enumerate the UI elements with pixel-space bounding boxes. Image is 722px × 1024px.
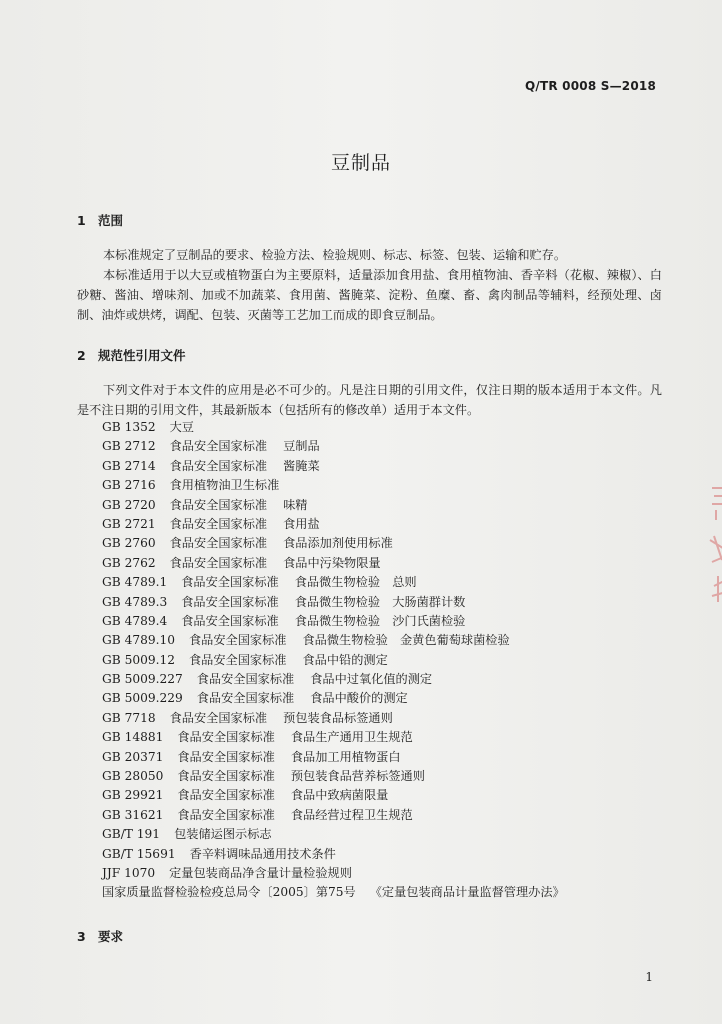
reference-code: GB 2720 <box>102 497 156 512</box>
section-3-number: 3 <box>77 929 86 944</box>
reference-title-part: 食品安全国家标准 <box>181 613 279 628</box>
reference-title-part: 食用植物油卫生标准 <box>169 478 280 493</box>
reference-title-part: 食品安全国家标准 <box>177 769 275 784</box>
reference-title-part: 食品安全国家标准 <box>169 555 268 570</box>
reference-subtitle: 食品微生物检验 大肠菌群计数 <box>294 594 466 609</box>
reference-subtitle: 食品微生物检验 沙门氏菌检验 <box>294 613 466 628</box>
reference-title-part: 食品安全国家标准 <box>169 516 268 531</box>
reference-title <box>197 672 448 686</box>
reference-item <box>102 515 581 534</box>
reference-subtitle: 食品中污染物限量 <box>283 555 381 570</box>
reference-title-part: 食品安全国家标准 <box>169 497 268 512</box>
reference-code: GB 5009.229 <box>102 691 183 706</box>
reference-item <box>102 709 581 728</box>
reference-subtitle: 豆制品 <box>283 439 320 454</box>
reference-title-part: 食品安全国家标准 <box>177 749 275 764</box>
reference-title <box>370 885 581 899</box>
reference-item <box>102 845 581 864</box>
reference-title <box>189 653 404 667</box>
reference-title-part: 食品安全国家标准 <box>188 633 287 648</box>
reference-item <box>102 651 581 670</box>
reference-item <box>102 883 581 902</box>
document-title: 豆制品 <box>330 152 391 174</box>
reference-title <box>197 691 424 705</box>
section-2-heading <box>77 346 186 364</box>
reference-title-part: 食品安全国家标准 <box>181 594 279 609</box>
reference-title-part: 食品安全国家标准 <box>169 458 268 473</box>
reference-title-part: 食品安全国家标准 <box>196 691 295 706</box>
reference-title <box>170 498 324 512</box>
reference-code: GB 2760 <box>102 536 156 551</box>
reference-item <box>102 864 581 883</box>
reference-item <box>102 825 581 844</box>
reference-item <box>102 573 581 592</box>
reference-item <box>102 418 581 437</box>
reference-subtitle: 酱腌菜 <box>283 458 320 473</box>
reference-title-part: 食品安全国家标准 <box>169 536 268 551</box>
reference-item <box>102 748 581 767</box>
reference-subtitle: 食品经营过程卫生规范 <box>290 807 413 822</box>
reference-title-part: 食品安全国家标准 <box>169 710 268 725</box>
reference-subtitle: 预包装食品营养标签通则 <box>290 769 425 784</box>
reference-title-part: 定量包装商品净含量计量检验规则 <box>169 865 352 880</box>
reference-title-part: 大豆 <box>169 420 194 434</box>
section-2-title: 规范性引用文件 <box>98 348 186 363</box>
section-3-heading <box>77 927 123 945</box>
reference-code: GB 31621 <box>102 807 164 822</box>
reference-subtitle: 预包装食品标签通则 <box>283 710 393 725</box>
reference-title <box>190 847 352 861</box>
red-stamp-mark <box>692 480 722 620</box>
standard-code: Q/TR 0008 S—2018 <box>524 79 656 93</box>
reference-code: GB 5009.12 <box>102 652 175 667</box>
reference-title <box>169 866 368 880</box>
reference-code: GB 20371 <box>102 749 164 764</box>
reference-code: GB 14881 <box>102 730 164 745</box>
reference-item <box>102 593 581 612</box>
reference-subtitle: 食品中致病菌限量 <box>290 788 389 803</box>
reference-item <box>102 689 581 708</box>
reference-code: GB/T 15691 <box>102 846 176 861</box>
reference-item <box>102 437 581 456</box>
reference-item <box>102 496 581 515</box>
reference-title <box>170 478 296 492</box>
reference-item <box>102 554 581 573</box>
reference-code: GB 4789.4 <box>102 613 168 628</box>
reference-title <box>177 730 428 744</box>
stamp-fragment-icon <box>692 480 722 620</box>
reference-title <box>189 633 526 647</box>
reference-code: GB 4789.3 <box>102 594 168 609</box>
reference-title-part: 食品安全国家标准 <box>188 652 287 667</box>
reference-title <box>174 827 288 841</box>
reference-title <box>181 595 481 609</box>
reference-title <box>177 808 428 822</box>
reference-item <box>102 806 581 825</box>
reference-code: GB 2712 <box>102 439 156 454</box>
section-2-body <box>77 380 662 420</box>
reference-code: GB 2721 <box>102 516 156 531</box>
reference-code: GB 28050 <box>102 769 164 784</box>
reference-subtitle: 食品加工用植物蛋白 <box>290 749 401 764</box>
reference-code: GB 7718 <box>102 710 156 725</box>
reference-title-part: 食品安全国家标准 <box>177 730 275 745</box>
reference-title <box>181 575 432 589</box>
section-2-paragraph-1: 下列文件对于本文件的应用是必不可少的。凡是注日期的引用文件，仅注日期的版本适用于本文件。凡是不注日期的引用文件，其最新版本（包括所有的修改单）适用于本文件。 <box>77 383 662 417</box>
reference-code: JJF 1070 <box>102 865 156 880</box>
reference-subtitle: 味精 <box>283 497 308 512</box>
reference-code: GB 2714 <box>102 458 156 473</box>
section-2-number: 2 <box>77 348 86 363</box>
reference-title-part: 包装储运图示标志 <box>174 827 272 842</box>
reference-title-part: 食品安全国家标准 <box>177 788 275 803</box>
reference-subtitle: 食品中过氧化值的测定 <box>310 672 433 687</box>
reference-title-part: 食品安全国家标准 <box>169 439 268 454</box>
reference-title-part: 《定量包装商品计量监督管理办法》 <box>369 885 565 900</box>
section-1-number: 1 <box>77 213 86 228</box>
reference-title-part: 食品安全国家标准 <box>181 575 279 590</box>
reference-code: GB 2762 <box>102 555 156 570</box>
section-1-heading <box>77 211 123 229</box>
reference-subtitle: 食品中酸价的测定 <box>310 691 408 706</box>
reference-code: 国家质量监督检验检疫总局令〔2005〕第75号 <box>102 885 356 900</box>
reference-subtitle: 食品中铅的测定 <box>302 652 388 667</box>
reference-title-part: 食品安全国家标准 <box>196 672 295 687</box>
reference-item <box>102 728 581 747</box>
reference-title <box>181 614 481 628</box>
reference-title <box>170 459 336 473</box>
reference-code: GB 29921 <box>102 788 164 803</box>
reference-title <box>177 769 441 783</box>
reference-code: GB 5009.227 <box>102 672 183 687</box>
reference-item <box>102 767 581 786</box>
reference-code: GB/T 191 <box>102 827 161 842</box>
section-1-body <box>77 245 662 325</box>
reference-code: GB 4789.10 <box>102 633 175 648</box>
reference-title-part: 食品安全国家标准 <box>177 807 275 822</box>
section-1-paragraph-1: 本标准规定了豆制品的要求、检验方法、检验规则、标志、标签、包装、运输和贮存。 <box>103 248 567 262</box>
reference-code: GB 1352 <box>102 420 156 434</box>
reference-title <box>170 711 409 725</box>
reference-item <box>102 534 581 553</box>
reference-title <box>170 556 397 570</box>
reference-title <box>170 420 210 434</box>
reference-item <box>102 631 581 650</box>
reference-title <box>177 788 404 802</box>
reference-item <box>102 670 581 689</box>
section-3-title: 要求 <box>98 929 124 944</box>
reference-item <box>102 612 581 631</box>
reference-title-part: 香辛料调味品通用技术条件 <box>189 846 336 861</box>
reference-title <box>170 517 336 531</box>
reference-subtitle: 食品添加剂使用标准 <box>283 536 393 551</box>
reference-item <box>102 786 581 805</box>
reference-title <box>170 536 409 550</box>
page-number: 1 <box>645 970 653 984</box>
reference-code: GB 2716 <box>102 478 156 493</box>
reference-item <box>102 476 581 495</box>
reference-subtitle: 食品生产通用卫生规范 <box>290 730 413 745</box>
reference-item <box>102 457 581 476</box>
reference-subtitle: 食用盐 <box>283 516 320 531</box>
section-1-paragraph-2: 本标准适用于以大豆或植物蛋白为主要原料，适量添加食用盐、食用植物油、香辛料（花椒、辣椒）、白砂糖、酱油、增味剂、加或不加蔬菜、食用菌、酱腌菜、淀粉、鱼糜、畜、禽肉制品等辅料，经预处理、卤制、油炸或烘烤，调配、包装、灭菌等工艺加工而成的即食豆制品。 <box>77 268 662 322</box>
reference-title <box>170 439 336 453</box>
reference-list <box>102 418 581 903</box>
section-1-title: 范围 <box>98 213 124 228</box>
reference-title <box>177 750 416 764</box>
reference-subtitle: 食品微生物检验 总则 <box>294 575 417 590</box>
reference-code: GB 4789.1 <box>102 575 168 590</box>
reference-subtitle: 食品微生物检验 金黄色葡萄球菌检验 <box>302 633 510 648</box>
